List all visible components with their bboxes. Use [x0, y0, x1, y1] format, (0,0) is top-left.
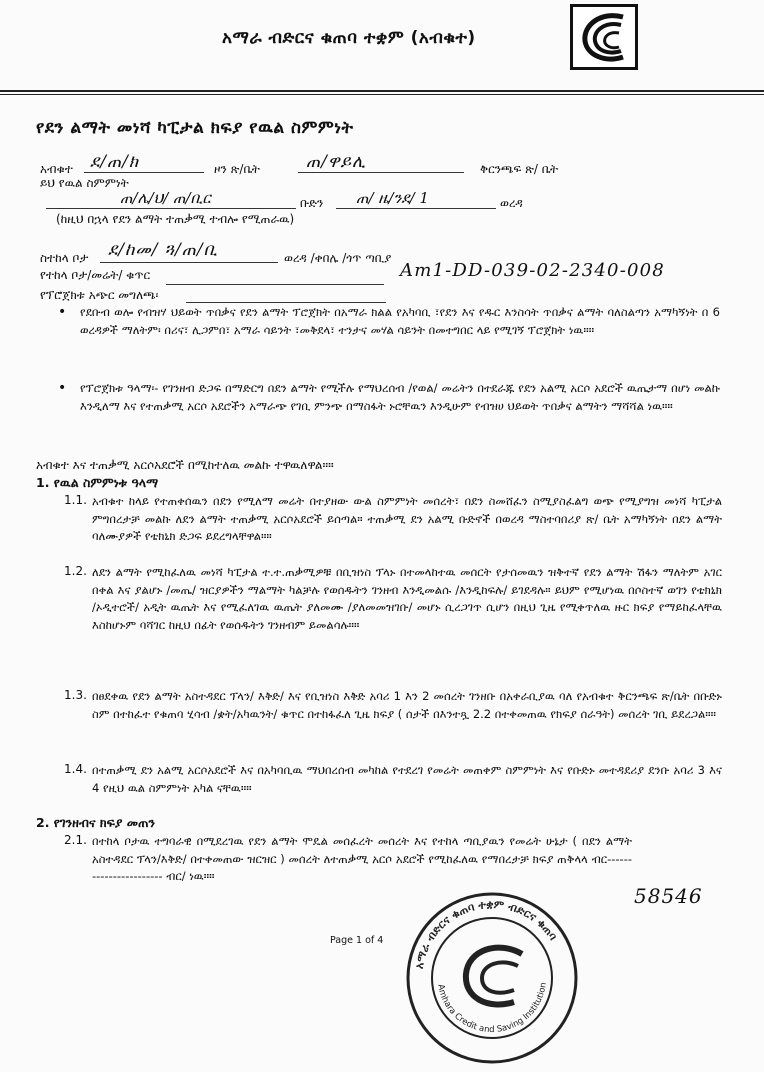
- intro-label: ይህ የዉል ስምምነት: [40, 176, 129, 190]
- section-title: 1. የዉል ስምምነቱ ዓላማ: [36, 475, 159, 490]
- project-summary-label: የፕሮጀክቱ አጭር መግለጫ፡: [40, 288, 159, 302]
- bullet-dot: •: [58, 380, 67, 396]
- land-label: የተከላ ቦታ/መሬት/ ቁጥር: [40, 268, 151, 282]
- document-title: የደን ልማት መነሻ ካፒታል ክፍያ የዉል ስምምነት: [36, 118, 354, 138]
- woreda-label: ወረዳ: [500, 196, 523, 210]
- clause-text: በተጠቃሚ ደን አልሚ አርሶአደሮች እና በአካባቢዉ ማህበረሰብ መካከል የተደረገ የመሬት መጠቀም ስምምነት እና የቡድኑ መተዳደሪያ ደንቡ አባሪ 3 እና 4 የዚህ ዉል ስምምነት አካል ናቸዉ።።: [92, 763, 722, 795]
- site-value: ደ/ከመ/ ጓ/ጠ/ቢ: [108, 240, 218, 260]
- clause-number: 2.1.: [64, 833, 87, 847]
- land-number-value: Am1-DD-039-02-2340-008: [400, 260, 665, 281]
- zone-label: ዞን ጽ/ቤት: [214, 162, 260, 176]
- zone-underline: [298, 172, 464, 173]
- page-number: Page 1 of 4: [330, 935, 384, 946]
- agreement-intro-line: አብቁተ እና ተጠቃሚ አርሶአደሮች በሚከተለዉ መልኩ ተዋዉለዋል።።: [36, 458, 334, 472]
- zone-value: ጠ/ዋይሊ: [306, 152, 367, 172]
- seal-inner-text: Amhara Credit and Saving Institution: [435, 981, 549, 1036]
- clause-number: 1.3.: [64, 688, 87, 702]
- member-underline: [46, 208, 296, 209]
- section-title: 2. የገንዘብና ክፍያ መጠን: [36, 815, 156, 830]
- clause-text: ለደን ልማት የሚከፈለዉ መነሻ ካፒታል ተ.ተ.ጠቃሚዎቹ በቢዝነስ ፕላኑ በተመላከተዉ መሰርት የታሰመዉን ዝቅተኛ የደን ልማት ሽፋን ማለትም አገር በቀል እና ያልሆኑ /መጤ/ ዝርያዎችን ማልማት ካልቻሉ የወሰዱትን ገንዘብ እንዲመልሱ /እንዲከፍሉ/ ይገደዳሉ። ይህም የሚሆነዉ በሶስተኛ ወገን የቴክኒክ /ኦዲተሮች/ አዲት ዉጤት እና የሚፈለገዉ ዉጤት ያለመሙ /ያለመመዝገቡ/ መሆኑ ሲረጋገጥ ሲሆን በዚህ ጊዜ የሚቀጥለዉ ዙር ክፍያ የማይከፈላቸዉ እስከሆኑም ባሻገር ከዚህ በፊት የወሰዱትን ገንዘብም ይመልሳሉ።።: [92, 565, 722, 632]
- amount-handwritten: 58546: [634, 884, 703, 908]
- site-woreda-label: ወረዳ /ቀበሌ /ጎጥ ጣቢያ: [284, 251, 392, 265]
- acsi-logo-icon: [570, 4, 638, 70]
- bullet-dot: •: [58, 304, 67, 320]
- acsi-value: ደ/ጠ/ክ: [90, 152, 140, 172]
- acsi-seal-icon: [402, 888, 582, 1068]
- clause-text: አብቁተ ከላይ የተጠቀሰዉን በደን የሚለማ መሬት በተያዘው ውል ስምምነት መሰረት፣ በደን ስመሸፈን ስሚያስፈልግ ወጭ የሚያግዝ መነሻ ካፒታል ምግበረታቻ መልኩ ለደን ልማት ተጠቃሚ አርሶአደሮች ይሰጣል። ተጠቃሚ ደን አልሚ ቡድኖች በወረዳ ማስተባበሪያ ጽ/ ቤት አማካኝነት በደን ልማት ባለሙያዎች የቴክኒክ ድጋፍ ይደረግላቸዋል።።: [92, 494, 722, 543]
- land-underline: [166, 284, 384, 285]
- header-divider-bottom: [0, 94, 764, 95]
- clause-text: በፀደቀዉ የደን ልማት አስተዳደር ፕላን/ እቅድ/ እና የቢዝነስ እቅድ አባሪ 1 እን 2 መሰረት ገንዘቡ በአቀራቢያዉ ባለ የአብቁተ ቅርንጫፍ ጽ/ቤት በቡድኑ ስም በተከፈተ የቁጠባ ሂሳብ /ቋት/አካዉንት/ ቁጥር በተከፋፈለ ጊዜ ክፍያ ( ሰታች በእንተጿ 2.2 በተቀመጠዉ የክፍያ ሰራዓት) መሰረት ገቢ ይደረጋል።።: [92, 689, 722, 721]
- acsi-underline: [84, 172, 204, 173]
- member-value: ጠ/ሌ/ህ/ ጠ/ቢር: [120, 189, 211, 207]
- site-underline: [100, 262, 278, 263]
- seal-outer-text: አማራ ብድርና ቁጠባ ተቋም ብድርና ቁጠባ: [412, 897, 560, 970]
- site-label: ስተከላ ቦታ: [40, 251, 89, 265]
- group-underline: [336, 208, 496, 209]
- group-label: ቡድን: [300, 196, 324, 210]
- acsi-label: አብቁተ: [40, 162, 73, 176]
- clause-number: 1.4.: [64, 762, 87, 776]
- header-divider-top: [0, 90, 764, 92]
- organization-title: አማራ ብድርና ቁጠባ ተቋም (አብቁተ): [222, 28, 476, 48]
- group-value: ጠ/ ዜ/ንደ/ 1: [356, 189, 429, 207]
- clause-number: 1.2.: [64, 564, 87, 578]
- clause-text: በተከላ ቦታዉ ተግባራዊ በሚደረገዉ የደን ልማት ሞዴል መሰፈረት መሰረት እና የተከላ ጣቢያዉን የመሬት ሁኔታ ( በደን ልማት አስተዳደር ፕላን/እቅድ/ በተቀመጠው ዝርዝር ) መሰረት ለተጠቃሚ አርሶ አደሮች የሚከፈለዉ የማበረታቻ ክፍያ ጠቅላላ ብር----------------------- ብር/ ነዉ።።: [92, 834, 632, 883]
- clause-number: 1.1.: [64, 493, 87, 507]
- project-underline: [186, 302, 386, 303]
- bullet-item: የደቡብ ወሎ የብዝሃ ህይወት ጥበቃና የደን ልማት ፕሮጀክት በአማራ ክልል የአካባቢ ፣የደን እና የዱር እንስሳት ጥበቃና ልማት ባለስልጣን አማካኝነት በ 6 ወረዳዎች ማለትም፡ በሪና፣ ሊጋምበ፣ አማራ ሳይንት ፣መቅደላ፣ ተንታና መሃል ሳይንት በመተግበር ላይ የሚገኝ ፕሮጀክት ነዉ።።: [80, 305, 720, 337]
- beneficiary-parenthetical: (ከዚህ በኋላ የደን ልማት ተጠቃሚ ተብሎ የሚጠራዉ): [56, 212, 295, 226]
- bullet-item: የፕሮጀክቱ ዓላማ፡- የገንዘብ ድጋፍ በማድርግ በደን ልማት የሚችሉ የማህረሰብ /የወል/ መሬትን በተደራጁ የደን አልሚ አርሶ አደሮች ዉጤታማ በሆነ መልኩ እንዲለማ እና የተጠቃሚ አርሶ አደሮችን አማራጭ የገቢ ምንጭ በማስፋት ኑሮቸዉን እንዲሁም የብዝሀ ህይወት ጥበቃና ልማትን ማሻሻል ነዉ።።: [80, 381, 720, 413]
- branch-label: ቅርንጫፍ ጽ/ ቤት: [480, 162, 559, 176]
